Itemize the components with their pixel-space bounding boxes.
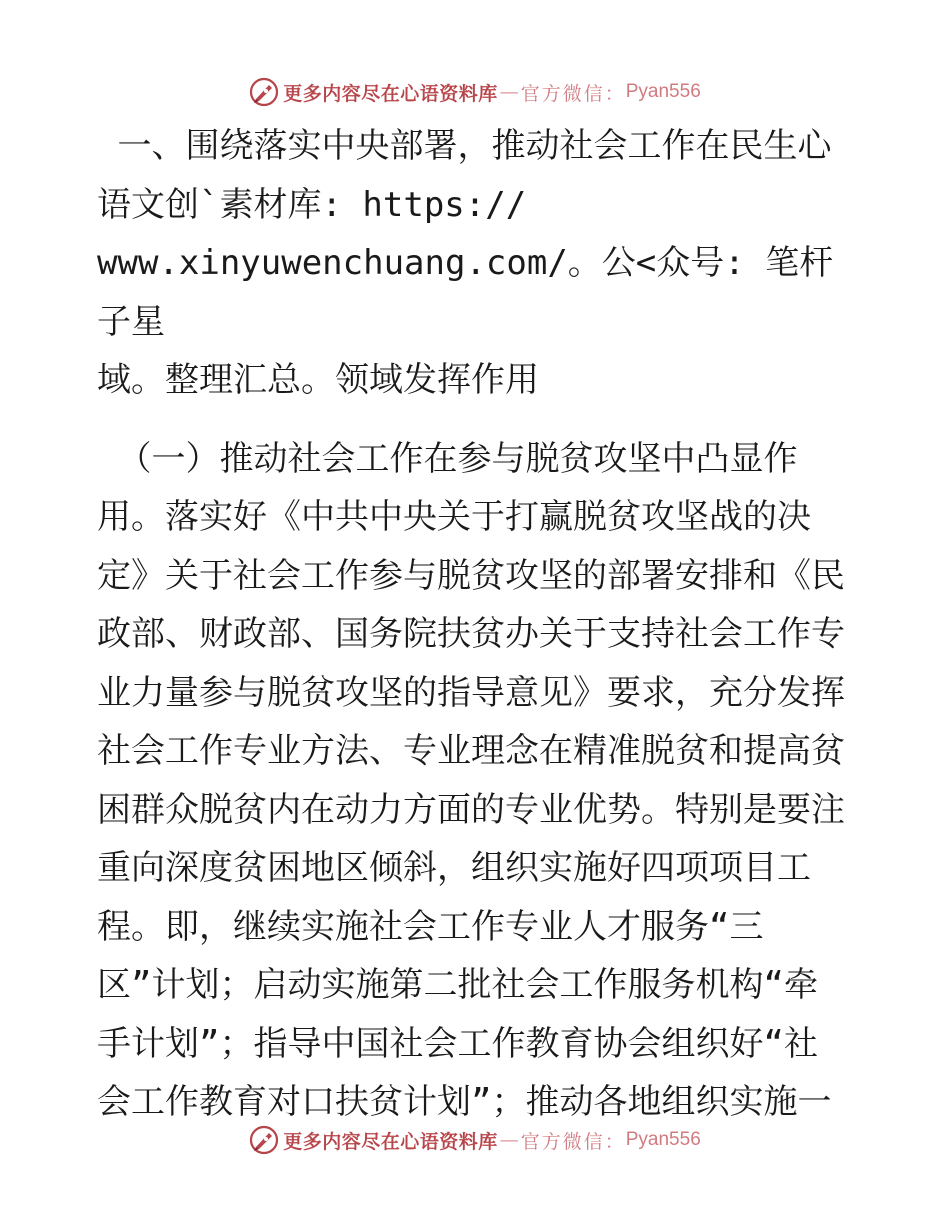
pen-logo-icon <box>249 1125 279 1155</box>
watermark-main-text: 更多内容尽在心语资料库 <box>283 1130 498 1153</box>
paragraph-line: 业力量参与脱贫攻坚的指导意见》要求，充分发挥 <box>97 672 845 713</box>
watermark-dash: — <box>499 1129 519 1151</box>
paragraph-line: 政部、财政部、国务院扶贫办关于支持社会工作专 <box>97 614 845 654</box>
paragraph-line: （一）推动社会工作在参与脱贫攻坚中凸显作 <box>97 438 798 479</box>
watermark-official-label: 官方微信： <box>520 82 626 105</box>
document-body <box>97 117 857 1132</box>
paragraph-line: 社会工作专业方法、专业理念在精准脱贫和提高贫 <box>97 731 845 771</box>
heading-line: 一、围绕落实中央部署，推动社会工作在民生心 <box>97 126 832 166</box>
paragraph-line: 重向深度贫困地区倾斜，组织实施好四项项目工 <box>97 848 811 888</box>
section-heading <box>97 117 857 410</box>
watermark-main-text: 更多内容尽在心语资料库 <box>283 82 498 105</box>
watermark-dash: — <box>499 81 519 103</box>
watermark-handle: Pyan556 <box>625 1129 701 1150</box>
watermark-handle: Pyan556 <box>625 81 701 102</box>
footer-watermark <box>0 1120 950 1160</box>
body-paragraph <box>97 430 857 1132</box>
paragraph-line: 程。即，继续实施社会工作专业人才服务“三 <box>97 906 764 947</box>
heading-line: 语文创`素材库: https:// <box>97 184 527 225</box>
heading-line: www.xinyuwenchuang.com/。公<众号: 笔杆子星 <box>97 243 834 342</box>
watermark-official-label: 官方微信： <box>520 1130 626 1153</box>
paragraph-line: 用。落实好《中共中央关于打赢脱贫攻坚战的决 <box>97 497 811 537</box>
header-watermark <box>0 72 950 112</box>
pen-logo-icon <box>249 77 279 107</box>
paragraph-line: 区”计划；启动实施第二批社会工作服务机构“牵 <box>97 965 818 1005</box>
paragraph-line: 手计划”；指导中国社会工作教育协会组织好“社 <box>97 1023 818 1064</box>
heading-line: 域。整理汇总。领域发挥作用 <box>97 360 539 400</box>
paragraph-line: 困群众脱贫内在动力方面的专业优势。特别是要注 <box>97 789 845 830</box>
paragraph-line: 会工作教育对口扶贫计划”；推动各地组织实施一 <box>97 1082 832 1122</box>
paragraph-line: 定》关于社会工作参与脱贫攻坚的部署安排和《民 <box>97 555 845 596</box>
